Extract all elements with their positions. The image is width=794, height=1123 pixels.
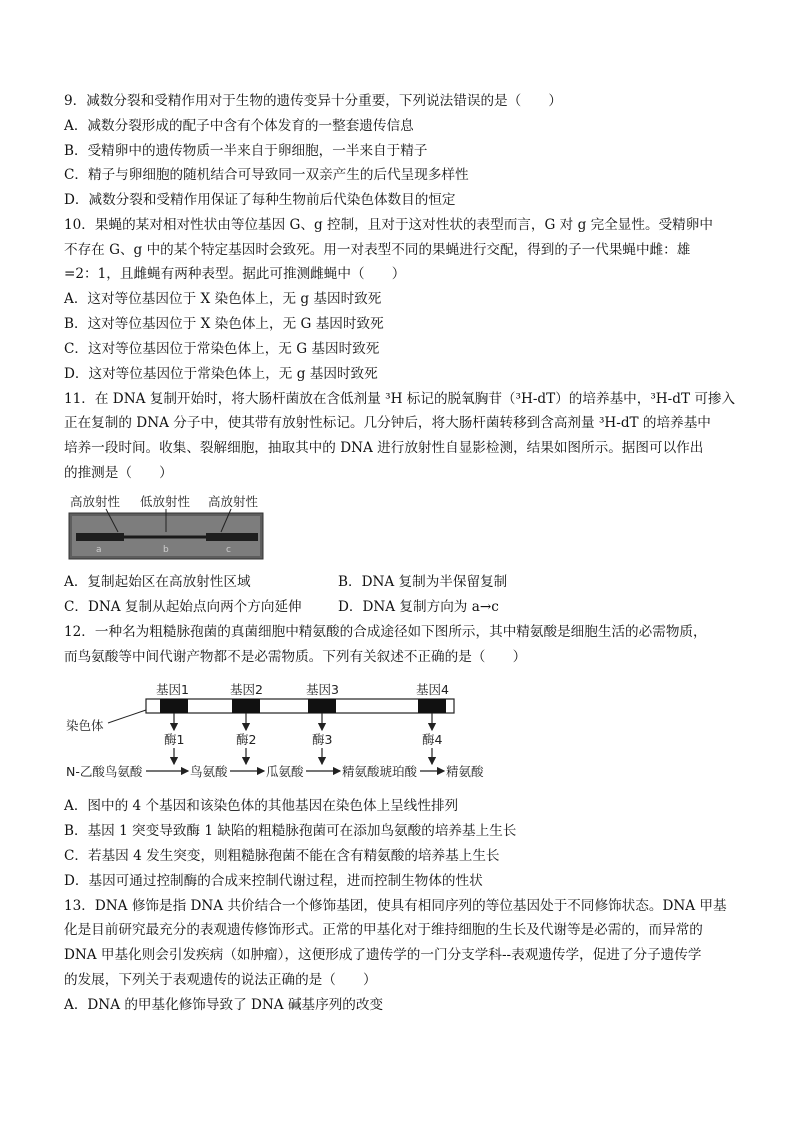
q10-stem-line-3: =2：1，且雌蝇有两种表型。据此可推测雌蝇中（ ） <box>64 266 406 282</box>
q12-option-d: D．基因可通过控制酶的合成来控制代谢过程，进而控制生物体的性状 <box>64 873 483 889</box>
q13-stem-line-1: 13．DNA 修饰是指 DNA 共价结合一个修饰基团，使具有相同序列的等位基因处于不同修饰状态。DNA 甲基 <box>64 898 727 914</box>
q11-high-zone-left <box>76 533 124 541</box>
q12-stem-line-2: 而鸟氨酸等中间代谢产物都不是必需物质。下列有关叙述不正确的是（ ） <box>64 649 527 665</box>
q12-substance-3: 瓜氨酸 <box>266 764 304 779</box>
q10-stem-line-1: 10．果蝇的某对相对性状由等位基因 G、g 控制，且对于这对性状的表型而言，G 对 g 完全显性。受精卵中 <box>64 217 713 233</box>
q9-option-a: A．减数分裂形成的配子中含有个体发育的一整套遗传信息 <box>64 118 414 134</box>
q9-option-c: C．精子与卵细胞的随机结合可导致同一双亲产生的后代呈现多样性 <box>64 167 469 183</box>
q12-gene-4-label: 基因4 <box>416 682 449 697</box>
q12-gene-1-segment <box>160 699 188 713</box>
q10-option-c: C．这对等位基因位于常染色体上，无 G 基因时致死 <box>64 341 380 357</box>
q12-gene-3-label: 基因3 <box>306 682 339 697</box>
q11-label-high-left: 高放射性 <box>70 494 121 509</box>
q12-stem-line-1: 12．一种名为粗糙脉孢菌的真菌细胞中精氨酸的合成途径如下图所示，其中精氨酸是细胞生活的必需物质， <box>64 624 707 640</box>
q11-point-a: a <box>96 545 102 555</box>
q13-stem-line-4: 的发展，下列关于表观遗传的说法正确的是（ ） <box>64 972 377 988</box>
q11-stem-line-1: 11．在 DNA 复制开始时，将大肠杆菌放在含低剂量 ³H 标记的脱氧胸苷（³H-dT）的培养基中，³H-dT 可掺入 <box>64 391 736 407</box>
q11-option-d: D．DNA 复制方向为 a→c <box>338 599 499 615</box>
q10-option-d: D．这对等位基因位于常染色体上，无 g 基因时致死 <box>64 366 378 382</box>
q12-chromosome-pointer <box>108 710 146 723</box>
q10-option-b: B．这对等位基因位于 X 染色体上，无 G 基因时致死 <box>64 316 384 332</box>
q11-point-b: b <box>163 545 169 555</box>
q12-gene-2-label: 基因2 <box>230 682 263 697</box>
q12-substance-2: 鸟氨酸 <box>190 764 228 779</box>
q11-stem-line-4: 的推测是（ ） <box>64 465 173 481</box>
q11-option-b: B．DNA 复制为半保留复制 <box>338 574 508 590</box>
q11-stem-line-2: 正在复制的 DNA 分子中，使其带有放射性标记。几分钟后，将大肠杆菌转移到含高剂量 ³H-dT 的培养基中 <box>64 415 711 431</box>
q12-option-b: B．基因 1 突变导致酶 1 缺陷的粗糙脉孢菌可在添加鸟氨酸的培养基上生长 <box>64 823 517 839</box>
q13-stem-line-2: 化是目前研究最充分的表观遗传修饰形式。正常的甲基化对于维持细胞的生长及代谢等是必需的，而异常的 <box>64 922 703 938</box>
q12-pathway-figure <box>64 678 484 786</box>
q12-enzyme-3: 酶3 <box>312 732 333 747</box>
q12-gene-1-label: 基因1 <box>156 682 189 697</box>
q12-gene-4-segment <box>418 699 446 713</box>
q12-enzyme-1: 酶1 <box>164 732 185 747</box>
q11-point-c: c <box>226 545 231 555</box>
q12-chromosome-label: 染色体 <box>66 718 104 733</box>
q11-option-c: C．DNA 复制从起始点向两个方向延伸 <box>64 599 302 615</box>
q12-substance-1: N-乙酸鸟氨酸 <box>66 764 143 779</box>
q11-stem-line-3: 培养一段时间。收集、裂解细胞，抽取其中的 DNA 进行放射性自显影检测，结果如图所示。据图可以作出 <box>64 440 704 456</box>
q9-option-b: B．受精卵中的遗传物质一半来自于卵细胞，一半来自于精子 <box>64 143 428 159</box>
q12-enzyme-2: 酶2 <box>236 732 257 747</box>
q12-option-c: C．若基因 4 发生突变，则粗糙脉孢菌不能在含有精氨酸的培养基上生长 <box>64 848 500 864</box>
q12-enzyme-4: 酶4 <box>422 732 443 747</box>
q12-gene-2-segment <box>232 699 260 713</box>
q12-option-a: A．图中的 4 个基因和该染色体的其他基因在染色体上呈线性排列 <box>64 798 459 814</box>
q9-option-d: D．减数分裂和受精作用保证了每种生物前后代染色体数目的恒定 <box>64 192 456 208</box>
q11-option-a: A．复制起始区在高放射性区域 <box>64 574 251 590</box>
q10-stem-line-2: 不存在 G、g 中的某个特定基因时会致死。用一对表型不同的果蝇进行交配，得到的子一代果蝇中雌：雄 <box>64 242 691 258</box>
q13-option-a: A．DNA 的甲基化修饰导致了 DNA 碱基序列的改变 <box>64 997 384 1013</box>
q12-substance-4: 精氨酸琥珀酸 <box>342 764 418 779</box>
q10-option-a: A．这对等位基因位于 X 染色体上，无 g 基因时致死 <box>64 291 382 307</box>
q11-label-low: 低放射性 <box>140 494 191 509</box>
q13-stem-line-3: DNA 甲基化则会引发疾病（如肿瘤），这便形成了遗传学的一门分支学科--表观遗传学，促进了分子遗传学 <box>64 947 702 963</box>
q11-high-zone-right <box>206 533 258 541</box>
q12-chromosome-bar <box>146 699 454 713</box>
q12-gene-3-segment <box>308 699 336 713</box>
q11-label-high-right: 高放射性 <box>208 494 259 509</box>
q9-stem: 9．减数分裂和受精作用对于生物的遗传变异十分重要，下列说法错误的是（ ） <box>64 93 563 109</box>
q11-autoradiograph-figure <box>66 490 266 564</box>
q12-substance-5: 精氨酸 <box>446 764 484 779</box>
